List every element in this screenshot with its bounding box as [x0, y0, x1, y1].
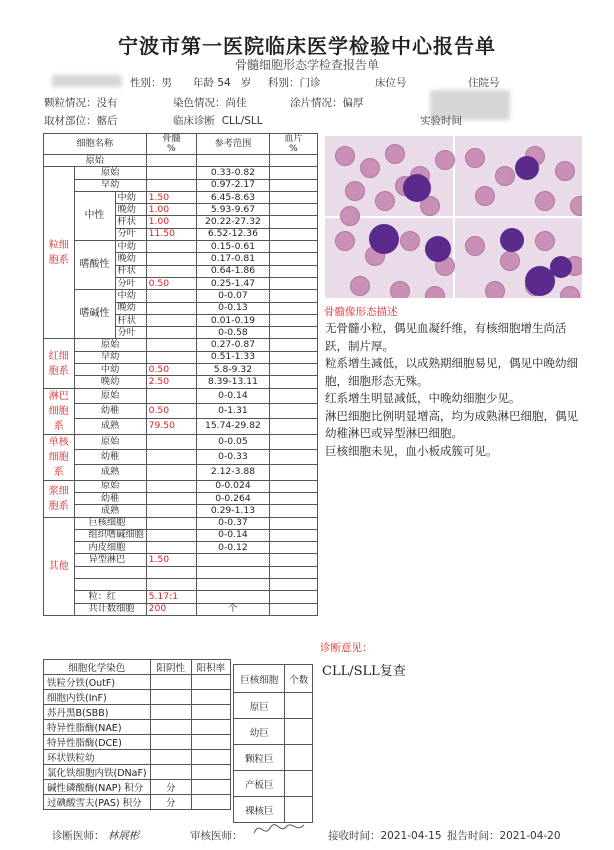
- ref-range: 0-1.31: [197, 403, 270, 418]
- table-row: 过碘酸雪夫(PAS) 积分 分: [44, 795, 231, 810]
- marrow-value: 0.50: [146, 277, 196, 289]
- ref-range: 0-0.58: [197, 327, 270, 339]
- ref-range: 5.93-9.67: [197, 204, 270, 216]
- red-cell: [340, 206, 360, 226]
- red-cell: [375, 191, 395, 211]
- marrow-smear-image: [325, 136, 582, 298]
- marrow-value: 11.50: [146, 228, 196, 240]
- lymphocyte-cell: [515, 156, 539, 180]
- red-cell: [535, 231, 555, 251]
- morphology-description: 无骨髓小粒，偶见血凝纤维，有核细胞增生尚活跃，制片厚。 粒系增生减低，以成熟期细胞易见，偶见中晚幼细胞，细胞形态无殊。 红系增生明显减低，中晚幼细胞少见。 淋巴细胞比例明显增高，均为成熟淋巴细胞，偶见幼稚淋巴或异型淋巴细胞。 巨核细胞未见，血小板成簇可见。: [325, 321, 578, 458]
- table-row: [44, 167, 318, 179]
- ref-range: 0.15-0.61: [197, 241, 270, 253]
- blood-value: [269, 179, 317, 191]
- table-row: [234, 719, 313, 745]
- marrow-value: [146, 434, 196, 449]
- blood-value: [269, 579, 317, 591]
- red-cell: [360, 158, 380, 178]
- smear-field: 涂片情况：偏厚: [290, 97, 364, 109]
- lymphocyte-cell: [425, 236, 451, 262]
- table-row: 碱性磷酸酶(NAP) 积分 分: [44, 780, 231, 795]
- ref-range: 0-0.07: [197, 290, 270, 302]
- ref-range: 0.33-0.82: [197, 167, 270, 179]
- cell-count-table: [43, 133, 318, 616]
- table-row: [44, 505, 318, 517]
- ref-range: 0-0.37: [197, 517, 270, 529]
- table-row: [234, 693, 313, 719]
- red-cell: [535, 191, 555, 211]
- group-label: 红细胞系: [44, 339, 75, 388]
- cell-name: 组织嗜碱细胞: [74, 529, 146, 541]
- site-field: 取材部位：髂后: [44, 115, 118, 127]
- table-row: [44, 579, 318, 591]
- report-title: 宁波市第一医院临床医学检验中心报告单: [118, 34, 496, 58]
- stain-field: 染色情况：尚佳: [173, 97, 247, 109]
- red-cell: [345, 181, 365, 201]
- cell-name: 内皮细胞: [74, 542, 146, 554]
- table-row: [44, 529, 318, 541]
- blood-value: [269, 364, 317, 376]
- receive-time-field: 接收时间：2021-04-15: [328, 830, 442, 842]
- cell-name: 早幼: [74, 179, 146, 191]
- ref-range: 0.25-1.47: [197, 277, 270, 289]
- blood-value: [269, 204, 317, 216]
- table-row: [44, 492, 318, 504]
- cell-name: 晚幼: [115, 302, 146, 314]
- ref-range: 0-0.024: [197, 480, 270, 492]
- megakaryocyte-table: 巨核细胞 个数 原巨 幼巨 颗粒巨 产板巨 裸核巨: [233, 664, 313, 823]
- marrow-value: 0.50: [146, 364, 196, 376]
- blood-value: [269, 253, 317, 265]
- blood-value: [269, 517, 317, 529]
- cell-name: 分叶: [115, 277, 146, 289]
- red-cell: [485, 281, 505, 298]
- table-row: [234, 745, 313, 771]
- marrow-value: [146, 566, 196, 578]
- stain-name: 过碘酸雪夫(PAS) 积分: [44, 795, 151, 810]
- marrow-value: [146, 290, 196, 302]
- ref-range: 0-0.12: [197, 542, 270, 554]
- cell-name: 晚幼: [115, 204, 146, 216]
- header-blood-pct: 血片 %: [269, 134, 317, 155]
- cell-name: 分叶: [115, 228, 146, 240]
- diagnosis-text: CLL/SLL复查: [322, 664, 406, 679]
- ref-range: 0-0.14: [197, 529, 270, 541]
- ref-range: 0-0.33: [197, 449, 270, 464]
- table-row: [44, 434, 318, 449]
- ref-range: 0.29-1.13: [197, 505, 270, 517]
- blood-value: [269, 265, 317, 277]
- marrow-value: [146, 465, 196, 480]
- clinical-diagnosis-field: 临床诊断 CLL/SLL: [173, 115, 263, 127]
- marrow-value: [146, 314, 196, 326]
- table-row: [44, 566, 318, 578]
- table-row: [44, 376, 318, 388]
- blood-value: [269, 167, 317, 179]
- stain-name: 氯化铁细胞内铁(DNaF): [44, 765, 151, 780]
- ref-range: [197, 554, 270, 566]
- blood-value: [269, 492, 317, 504]
- cell-name: 异型淋巴: [74, 554, 146, 566]
- ref-range: 8.39-13.11: [197, 376, 270, 388]
- red-cell: [435, 150, 455, 170]
- marrow-value: [146, 579, 196, 591]
- cell-name: 共计数细胞: [74, 603, 146, 615]
- stain-name: 碱性磷酸酶(NAP) 积分: [44, 780, 151, 795]
- red-cell: [335, 231, 355, 251]
- subgroup-label: 嗜酸性: [74, 241, 115, 290]
- cell-name: 原始: [74, 434, 146, 449]
- red-cell: [465, 148, 485, 168]
- ref-range: 0.27-0.87: [197, 339, 270, 351]
- subgroup-label: 中性: [74, 191, 115, 240]
- table-row: [44, 480, 318, 492]
- lymphocyte-cell: [369, 224, 399, 254]
- blood-value: [269, 277, 317, 289]
- meg-type: 产板巨: [234, 771, 285, 797]
- blood-value: [269, 591, 317, 603]
- blood-value: [269, 290, 317, 302]
- red-cell: [390, 281, 410, 298]
- marrow-value: [146, 492, 196, 504]
- marrow-value: [146, 327, 196, 339]
- marrow-value: 200: [146, 603, 196, 615]
- table-row: [44, 351, 318, 363]
- meg-type: 幼巨: [234, 719, 285, 745]
- table-row: [44, 465, 318, 480]
- group-label: 单核细胞系: [44, 434, 75, 480]
- stain-name: 环状铁粒幼: [44, 750, 151, 765]
- lymphocyte-cell: [500, 228, 524, 252]
- meg-type: 原巨: [234, 693, 285, 719]
- red-cell: [500, 251, 520, 271]
- marrow-value: [146, 253, 196, 265]
- blood-value: [269, 505, 317, 517]
- cytochemistry-table: 细胞化学染色 阳阴性 阳积率 铁粒分铁(OutF) 细胞内铁(InF) 苏丹黑B(SBB) 特异性脂酶(NAE) 特异性脂酶(DCE) 环状铁粒幼 氯化铁细胞内铁(DNaF) 碱性磷酸酶(NAP) 积分 分 过碘酸雪夫(PAS) 积分 分: [43, 659, 231, 810]
- marrow-value: [146, 517, 196, 529]
- group-label: 粒细胞系: [44, 167, 75, 339]
- header-ref-range: 参考范围: [197, 134, 270, 155]
- group-label: 淋巴细胞系: [44, 388, 75, 434]
- blood-value: [269, 449, 317, 464]
- red-cell: [465, 236, 485, 256]
- table-row: [44, 290, 318, 302]
- blood-value: [269, 216, 317, 228]
- ref-range: [197, 155, 270, 167]
- table-row: [44, 765, 231, 780]
- table-row: [44, 735, 231, 750]
- cell-name: 幼稚: [74, 492, 146, 504]
- bed-field: 床位号: [375, 77, 407, 89]
- cell-name: 杆状: [115, 216, 146, 228]
- stain-name: 苏丹黑B(SBB): [44, 705, 151, 720]
- red-cell: [400, 231, 420, 251]
- blood-value: [269, 302, 317, 314]
- ref-range: 0.01-0.19: [197, 314, 270, 326]
- red-cell: [350, 276, 370, 296]
- marrow-value: [146, 542, 196, 554]
- red-cell: [555, 161, 575, 181]
- report-time-field: 报告时间：2021-04-20: [447, 830, 561, 842]
- blood-value: [269, 155, 317, 167]
- blood-value: [269, 191, 317, 203]
- table-row: [44, 364, 318, 376]
- table-row: [44, 675, 231, 690]
- ref-range: 0.17-0.81: [197, 253, 270, 265]
- blood-value: [269, 388, 317, 403]
- red-cell: [335, 146, 355, 166]
- header-marrow-pct: 骨髓 %: [146, 134, 196, 155]
- blood-value: [269, 542, 317, 554]
- table-row: [44, 554, 318, 566]
- cell-name: 分叶: [115, 327, 146, 339]
- diagnosis-heading: 诊断意见：: [320, 642, 373, 654]
- subgroup-label: 嗜碱性: [74, 290, 115, 339]
- cell-name: 原始: [74, 388, 146, 403]
- red-cell: [475, 186, 495, 206]
- blood-value: [269, 480, 317, 492]
- cell-name: 晚幼: [74, 376, 146, 388]
- table-row: [44, 179, 318, 191]
- table-row: [44, 591, 318, 603]
- table-row: [44, 720, 231, 735]
- blood-value: [269, 566, 317, 578]
- cell-name: 原始: [74, 480, 146, 492]
- marrow-value: [146, 155, 196, 167]
- lymphocyte-cell: [550, 256, 572, 278]
- cell-name: 成熟: [74, 419, 146, 434]
- group-label: 浆细胞系: [44, 480, 75, 517]
- marrow-value: 79.50: [146, 419, 196, 434]
- ref-range: 0.64-1.86: [197, 265, 270, 277]
- cell-name: [74, 579, 146, 591]
- meg-type: 裸核巨: [234, 797, 285, 823]
- cell-name: 早幼: [74, 351, 146, 363]
- blood-value: [269, 419, 317, 434]
- cell-name: 巨核细胞: [74, 517, 146, 529]
- ref-range: [197, 579, 270, 591]
- table-row: [44, 542, 318, 554]
- lymphocyte-cell: [403, 174, 431, 202]
- red-cell: [425, 286, 445, 298]
- marrow-value: [146, 179, 196, 191]
- table-row: [44, 191, 318, 203]
- red-cell: [570, 196, 582, 216]
- reviewer-field: 审核医师：: [190, 830, 243, 842]
- stain-name: 特异性脂酶(NAE): [44, 720, 151, 735]
- cell-name: 中幼: [115, 241, 146, 253]
- table-row: [44, 517, 318, 529]
- cell-name: 粒：红: [74, 591, 146, 603]
- marrow-value: [146, 167, 196, 179]
- table-row: [44, 419, 318, 434]
- marrow-value: 1.00: [146, 204, 196, 216]
- marrow-value: [146, 505, 196, 517]
- ref-range: [197, 591, 270, 603]
- ref-range: 0.51-1.33: [197, 351, 270, 363]
- blood-value: [269, 554, 317, 566]
- sex-field: 性别：男: [130, 77, 172, 89]
- marrow-value: 2.50: [146, 376, 196, 388]
- red-cell: [495, 166, 515, 186]
- blood-value: [269, 339, 317, 351]
- header-cell-name: 细胞名称: [44, 134, 147, 155]
- reviewer-signature: [250, 818, 312, 840]
- table-row: [44, 155, 318, 167]
- cell-name: [74, 566, 146, 578]
- blood-value: [269, 351, 317, 363]
- table-row: [44, 388, 318, 403]
- marrow-value: 1.50: [146, 191, 196, 203]
- ref-range: 0-0.05: [197, 434, 270, 449]
- sample-time-field: 实验时间: [420, 115, 462, 127]
- ref-range: 20.22-27.32: [197, 216, 270, 228]
- group-label: 其他: [44, 517, 75, 615]
- table-row: [44, 705, 231, 720]
- granules-field: 颗粒情况：没有: [44, 97, 118, 109]
- stain-name: 特异性脂酶(DCE): [44, 735, 151, 750]
- blood-value: [269, 529, 317, 541]
- table-row: [234, 771, 313, 797]
- stain-name: 铁粒分铁(OutF): [44, 675, 151, 690]
- stain-name: 细胞内铁(InF): [44, 690, 151, 705]
- ref-range: 0-0.264: [197, 492, 270, 504]
- table-row: [44, 403, 318, 418]
- table-row: [44, 339, 318, 351]
- blood-value: [269, 465, 317, 480]
- inpatient-field: 住院号: [468, 77, 500, 89]
- blood-value: [269, 314, 317, 326]
- table-row: [44, 750, 231, 765]
- blood-value: [269, 603, 317, 615]
- marrow-value: [146, 388, 196, 403]
- cell-name: 幼稚: [74, 449, 146, 464]
- marrow-value: [146, 449, 196, 464]
- marrow-value: [146, 241, 196, 253]
- ref-range: 6.52-12.36: [197, 228, 270, 240]
- marrow-value: 5.17:1: [146, 591, 196, 603]
- marrow-value: [146, 339, 196, 351]
- table-row: [44, 241, 318, 253]
- marrow-value: [146, 265, 196, 277]
- blood-value: [269, 327, 317, 339]
- cell-name: 晚幼: [115, 253, 146, 265]
- ref-range: [197, 566, 270, 578]
- table-row: [44, 449, 318, 464]
- cell-name: 中幼: [115, 290, 146, 302]
- ref-range: 0.97-2.17: [197, 179, 270, 191]
- marrow-value: [146, 302, 196, 314]
- report-subtitle: 骨髓细胞形态学检查报告单: [234, 58, 379, 72]
- ref-range: 15.74-29.82: [197, 419, 270, 434]
- ref-range: 2.12-3.88: [197, 465, 270, 480]
- cell-name: 原始: [44, 155, 147, 167]
- morphology-heading: 骨髓像形态描述: [324, 306, 398, 318]
- table-row: [44, 690, 231, 705]
- marrow-value: 0.50: [146, 403, 196, 418]
- cell-name: 中幼: [74, 364, 146, 376]
- dept-field: 科别：门诊: [268, 77, 321, 89]
- ref-range: 0-0.14: [197, 388, 270, 403]
- marrow-value: 1.50: [146, 554, 196, 566]
- blood-value: [269, 241, 317, 253]
- blood-value: [269, 403, 317, 418]
- ref-range: 6.45-8.63: [197, 191, 270, 203]
- ref-range: 5.8-9.32: [197, 364, 270, 376]
- red-cell: [560, 286, 580, 298]
- cell-name: 幼稚: [74, 403, 146, 418]
- marrow-value: [146, 351, 196, 363]
- cell-name: 杆状: [115, 314, 146, 326]
- marrow-value: [146, 480, 196, 492]
- cell-name: 原始: [74, 167, 146, 179]
- age-field: 年龄 54 岁: [193, 77, 252, 89]
- cell-name: 成熟: [74, 505, 146, 517]
- marrow-value: [146, 529, 196, 541]
- redacted-name: [52, 75, 122, 87]
- table-row: [44, 603, 318, 615]
- cell-name: 杆状: [115, 265, 146, 277]
- red-cell: [385, 144, 405, 164]
- cell-name: 中幼: [115, 191, 146, 203]
- marrow-value: 1.00: [146, 216, 196, 228]
- ref-range: 个: [197, 603, 270, 615]
- blood-value: [269, 434, 317, 449]
- cell-name: 成熟: [74, 465, 146, 480]
- blood-value: [269, 228, 317, 240]
- blood-value: [269, 376, 317, 388]
- cell-name: 原始: [74, 339, 146, 351]
- ref-range: 0-0.13: [197, 302, 270, 314]
- meg-type: 颗粒巨: [234, 745, 285, 771]
- doctor-field: 诊断医师： 林展彬: [52, 830, 140, 842]
